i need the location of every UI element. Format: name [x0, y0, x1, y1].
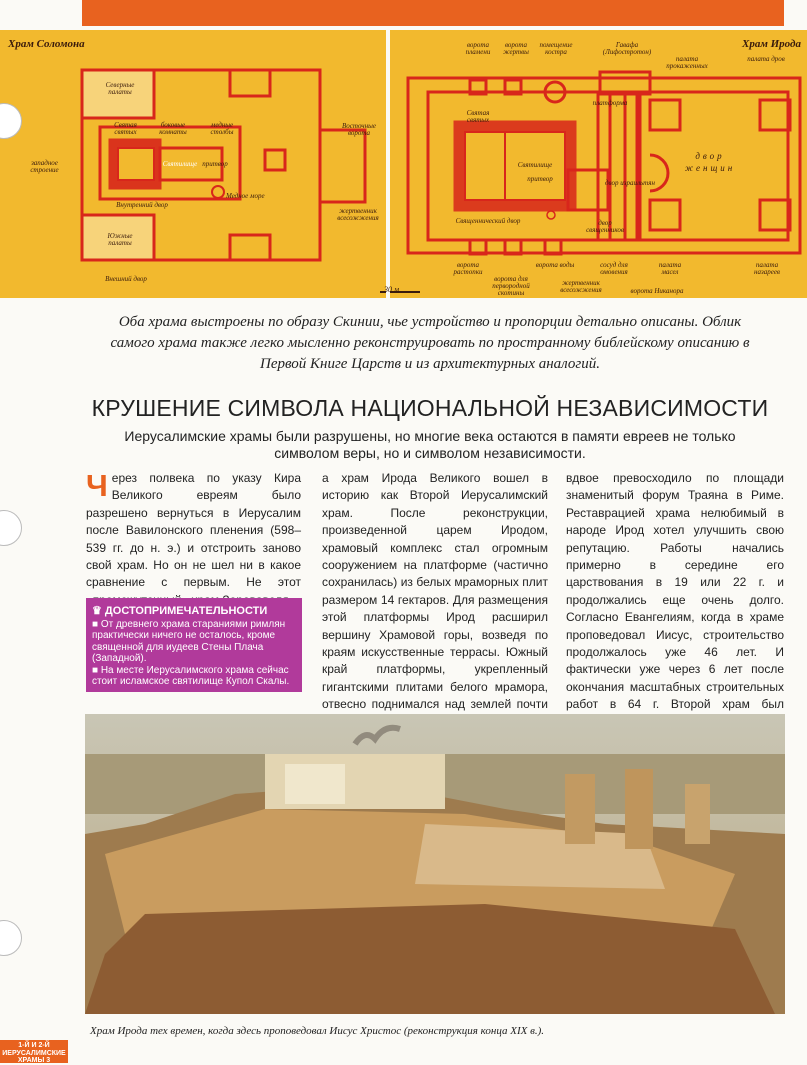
painting-illustration	[85, 714, 785, 1014]
binder-hole	[0, 920, 22, 956]
plan-label: двор израильтян	[605, 179, 655, 187]
plan-label: палата назареев	[754, 261, 780, 276]
section-tab	[0, 1040, 68, 1063]
plan-label: ворота пламени	[465, 41, 491, 56]
plan-label: платформа	[592, 99, 628, 107]
plan-label: помещение костра	[539, 41, 573, 56]
article-headline: КРУШЕНИЕ СИМВОЛА НАЦИОНАЛЬНОЙ НЕЗАВИСИМОСТИ	[91, 395, 769, 421]
temple-floor-plans	[0, 30, 807, 298]
plan-label: притвор	[202, 160, 228, 168]
plan-label: Внутренний двор	[116, 201, 168, 209]
plan-label: жертвенник всесожжения	[560, 279, 602, 294]
column-1-text: ерез полвека по указу Кира Великого евреям было разрешено вернуться в Иерусалим после Вавилонского пленения (598–539 гг. до н. э.) и отстроить заново свой храм. Но он не шел ни в какое сравнение с первым. Не этот	[86, 471, 301, 590]
plan-divider	[386, 30, 390, 298]
herod-plan-title: Храм Ирода	[742, 38, 801, 50]
section-tab-line: 1-Й И 2-Й	[18, 1042, 50, 1049]
plan-label: жертвенник всесожжения	[337, 207, 379, 222]
plan-label: Священнический двор	[455, 217, 521, 225]
painting-caption: Храм Ирода тех времен, когда здесь проповедовал Иисус Христос (реконструкция конца XIX в.).	[90, 1025, 545, 1037]
section-tab-line: ХРАМЫ 3	[17, 1057, 51, 1064]
sights-title: ♛ ДОСТОПРИМЕЧАТЕЛЬНОСТИ	[92, 605, 268, 617]
temple-painting	[85, 714, 785, 1014]
plans-caption: Оба храма выстроены по образу Скинии, чье устройство и пропорции детально описаны. Облик самого храма также легко мысленно реконструировать по пространному библейскому описанию в Первой Книге Царств и из архитектурных аналогий.	[110, 314, 750, 372]
binder-hole	[0, 510, 22, 546]
sights-item: ■ От древнего храма стараниями римлян практически ничего не осталось, кроме священной для иудеев Стены Плача (Западной).	[92, 619, 286, 665]
article-column-2	[322, 470, 548, 731]
solomon-plan-title: Храм Соломона	[8, 38, 85, 50]
plan-label: ворота для первородной скотины	[492, 275, 530, 297]
plan-label: палата прокаженных	[666, 55, 708, 70]
plan-label: Святая святых	[114, 121, 137, 136]
plan-label: Восточные ворота	[342, 122, 376, 137]
plan-label: ворота растопки	[453, 261, 483, 276]
crown-icon: ♛	[92, 605, 105, 617]
plan-label: Святая святых	[466, 109, 490, 124]
plan-label: двор женщин	[684, 151, 736, 173]
article-subheadline: Иерусалимские храмы были разрушены, но многие века остаются в памяти евреев не только символом веры, но и символом независимости.	[124, 428, 736, 461]
drop-cap: Ч	[86, 468, 108, 503]
scale-label: 30 м	[384, 285, 400, 294]
plan-label: двор священников	[586, 219, 624, 234]
column-3-text: вдвое превосходило по площади знаменитый форум Траяна в Риме. Реставрацией храма нелюбимый в народе Ирод хотел улучшить свою репутацию. Работы начались примерно в середине его царствования в 19 или 22 г. и продолжались еще очень долго. Согласно Евангелиям, когда в храме проповедовал Иисус, строительство продолжалось уже 46 лет. И фактически уже через 6 лет после окончания масштабных строительных работ в 64 г. Второй храм был	[566, 471, 784, 712]
plan-label: Медное море	[226, 192, 265, 200]
plan-label: ворота жертвы	[503, 41, 529, 56]
plan-label: Внешний двор	[105, 275, 147, 283]
sights-item: ■ На месте Иерусалимского храма сейчас стоит исламское святилище Купол Скалы.	[92, 664, 290, 688]
article-column-1	[86, 470, 301, 609]
plan-label: Святилище	[162, 160, 198, 168]
top-color-bar	[82, 0, 784, 26]
article-column-3	[566, 470, 784, 749]
section-tab-line: ИЕРУСАЛИМСКИЕ	[2, 1049, 66, 1057]
plan-label: сосуд для омовения	[600, 261, 628, 276]
plan-label: палата дров	[747, 55, 785, 63]
plan-label: Южные палаты	[107, 232, 133, 247]
plan-label: притвор	[527, 175, 553, 183]
plan-label: ворота Никанора	[630, 287, 684, 295]
plan-label: ворота воды	[535, 261, 575, 269]
plan-label: медные столбы	[210, 121, 234, 136]
plan-label: боковые комнаты	[159, 121, 187, 136]
plan-label: Святилище	[517, 161, 553, 169]
sights-box	[86, 598, 302, 692]
plan-label: палата масел	[658, 261, 682, 276]
plan-label: западное строение	[30, 159, 59, 174]
column-2-text: а храм Ирода Великого вошел в историю как Второй Иерусалимский храм. После реконструкции, произведенной царем Иродом, храмовый комплекс стал огромным сооружением на платформе (частично сохранилась) из белых мраморных плит размером 14 гектаров. Для размещения этой платформы Ирод расширил вершину Храмовой горы, возведя по краям искусственные террасы. Южный край платформы, укрепленный гигантскими плитами белого мрамора, отвесно поднимался над землей почти	[322, 471, 548, 712]
plan-label: Северные палаты	[105, 81, 135, 96]
plan-label: Гавафа (Лифостротон)	[602, 41, 652, 56]
